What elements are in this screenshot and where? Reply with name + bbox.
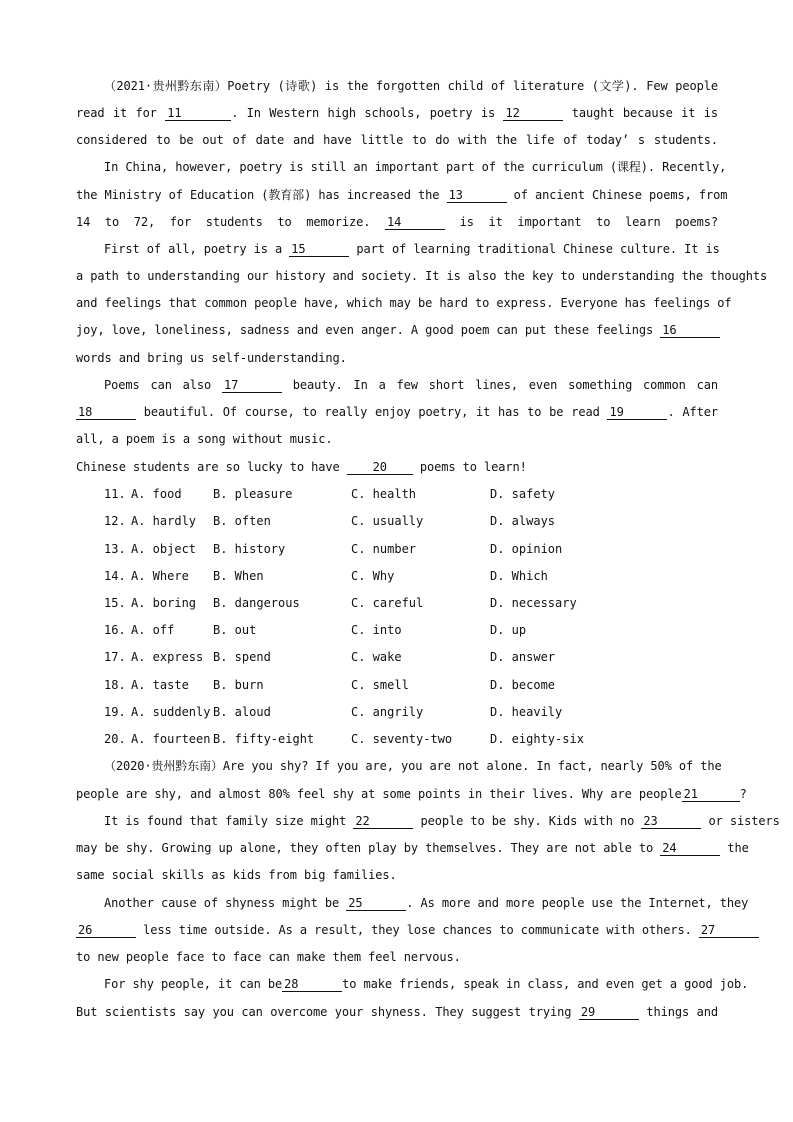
answer-blank[interactable]: 19 bbox=[607, 405, 667, 420]
option-d[interactable]: D. opinion bbox=[490, 542, 563, 556]
option-a[interactable]: A. off bbox=[131, 623, 175, 637]
text-run: to new people face to face can make them feel nervous. bbox=[76, 950, 461, 964]
answer-blank[interactable]: 13 bbox=[447, 188, 507, 203]
option-c[interactable]: C. careful bbox=[351, 596, 424, 610]
option-c[interactable]: C. wake bbox=[351, 650, 402, 664]
answer-blank[interactable]: 11 bbox=[165, 106, 231, 121]
option-a[interactable]: A. taste bbox=[131, 678, 189, 692]
passage-1-line bbox=[104, 377, 718, 393]
option-a[interactable]: A. hardly bbox=[131, 514, 197, 528]
answer-blank[interactable]: 16 bbox=[660, 323, 720, 338]
option-c[interactable]: C. smell bbox=[351, 678, 409, 692]
question-number: 14. bbox=[104, 569, 126, 583]
option-a[interactable]: A. fourteen bbox=[131, 732, 211, 746]
text-run: 14 to 72, for students to memorize. bbox=[76, 215, 385, 229]
text-run: Poems can also bbox=[104, 378, 222, 392]
text-run: read it for bbox=[76, 106, 166, 120]
answer-blank[interactable]: 24 bbox=[660, 841, 720, 856]
answer-blank[interactable]: 21 bbox=[682, 787, 740, 802]
text-run: less time outside. As a result, they lose chances to communicate with others. bbox=[136, 923, 699, 937]
text-run: joy, love, loneliness, sadness and even anger. A good poem can put these feelings bbox=[76, 323, 661, 337]
option-b[interactable]: B. aloud bbox=[213, 705, 271, 719]
option-d[interactable]: D. Which bbox=[490, 569, 548, 583]
option-d[interactable]: D. become bbox=[490, 678, 556, 692]
text-run: taught because it is bbox=[563, 106, 718, 120]
option-d[interactable]: D. necessary bbox=[490, 596, 577, 610]
option-c[interactable]: C. seventy-two bbox=[351, 732, 453, 746]
text-run: is it important to learn poems? bbox=[445, 215, 718, 229]
answer-blank[interactable]: 22 bbox=[353, 814, 413, 829]
question-number: 16. bbox=[104, 623, 126, 637]
question-number: 18. bbox=[104, 678, 126, 692]
text-run: to make friends, speak in class, and even get a good job. bbox=[342, 977, 749, 991]
answer-blank[interactable]: 18 bbox=[76, 405, 136, 420]
option-a[interactable]: A. express bbox=[131, 650, 204, 664]
text-run: ? bbox=[739, 787, 747, 801]
passage-2-line bbox=[76, 949, 718, 965]
passage-1-line bbox=[76, 105, 718, 121]
answer-blank[interactable]: 27 bbox=[699, 923, 759, 938]
question-number: 17. bbox=[104, 650, 126, 664]
text-run: In China, however, poetry is still an important part of the curriculum (课程). Recently, bbox=[104, 160, 727, 174]
answer-blank[interactable]: 15 bbox=[289, 242, 349, 257]
option-d[interactable]: D. heavily bbox=[490, 705, 563, 719]
option-c[interactable]: C. angrily bbox=[351, 705, 424, 719]
answer-blank[interactable]: 17 bbox=[222, 378, 282, 393]
text-run: part of learning traditional Chinese culture. It is bbox=[349, 242, 720, 256]
passage-1-line bbox=[104, 78, 718, 94]
option-b[interactable]: B. dangerous bbox=[213, 596, 300, 610]
text-run: the bbox=[720, 841, 749, 855]
text-run: Chinese students are so lucky to have bbox=[76, 460, 347, 474]
text-run: same social skills as kids from big families. bbox=[76, 868, 397, 882]
passage-2-line bbox=[104, 976, 749, 992]
option-a[interactable]: A. food bbox=[131, 487, 182, 501]
question-number: 15. bbox=[104, 596, 126, 610]
text-run: First of all, poetry is a bbox=[104, 242, 290, 256]
text-run: all, a poem is a song without music. bbox=[76, 432, 333, 446]
text-run: beautiful. Of course, to really enjoy poetry, it has to be read bbox=[136, 405, 608, 419]
passage-2-line bbox=[76, 867, 718, 883]
option-a[interactable]: A. boring bbox=[131, 596, 197, 610]
passage-1-line bbox=[76, 132, 718, 148]
text-run: . After bbox=[667, 405, 719, 419]
passage-1-line bbox=[104, 159, 727, 175]
passage-2-line bbox=[104, 758, 722, 774]
answer-blank[interactable]: 26 bbox=[76, 923, 136, 938]
question-number: 13. bbox=[104, 542, 126, 556]
option-d[interactable]: D. safety bbox=[490, 487, 556, 501]
answer-blank[interactable]: 12 bbox=[503, 106, 563, 121]
option-a[interactable]: A. Where bbox=[131, 569, 189, 583]
text-run: For shy people, it can be bbox=[104, 977, 283, 991]
passage-1-line bbox=[76, 295, 732, 311]
option-c[interactable]: C. health bbox=[351, 487, 417, 501]
option-d[interactable]: D. eighty-six bbox=[490, 732, 584, 746]
text-run: Another cause of shyness might be bbox=[104, 896, 347, 910]
text-run: or sisters bbox=[701, 814, 780, 828]
option-a[interactable]: A. object bbox=[131, 542, 197, 556]
option-d[interactable]: D. up bbox=[490, 623, 527, 637]
answer-blank[interactable]: 28 bbox=[282, 977, 342, 992]
option-b[interactable]: B. fifty-eight bbox=[213, 732, 315, 746]
passage-1-line bbox=[76, 459, 718, 475]
option-b[interactable]: B. often bbox=[213, 514, 271, 528]
option-b[interactable]: B. pleasure bbox=[213, 487, 293, 501]
answer-blank[interactable]: 20 bbox=[347, 460, 413, 475]
option-c[interactable]: C. number bbox=[351, 542, 417, 556]
text-run: （2021·贵州黔东南）Poetry (诗歌) is the forgotten child of literature (文学). Few people bbox=[104, 79, 718, 93]
passage-2-line bbox=[76, 1004, 718, 1020]
passage-1-line bbox=[76, 350, 718, 366]
passage-2-line bbox=[76, 840, 749, 856]
text-run: . In Western high schools, poetry is bbox=[231, 106, 504, 120]
option-b[interactable]: B. When bbox=[213, 569, 264, 583]
text-run: the Ministry of Education (教育部) has increased the bbox=[76, 188, 447, 202]
text-run: beauty. In a few short lines, even something common can bbox=[281, 378, 718, 392]
question-number: 20. bbox=[104, 732, 126, 746]
question-number: 12. bbox=[104, 514, 126, 528]
text-run: But scientists say you can overcome your shyness. They suggest trying bbox=[76, 1005, 579, 1019]
passage-2-line bbox=[76, 922, 718, 938]
option-b[interactable]: B. history bbox=[213, 542, 286, 556]
text-run: poems to learn! bbox=[412, 460, 527, 474]
answer-blank[interactable]: 25 bbox=[346, 896, 406, 911]
text-run: It is found that family size might bbox=[104, 814, 354, 828]
passage-1-line bbox=[76, 187, 728, 203]
text-run: a path to understanding our history and society. It is also the key to understanding the thoughts bbox=[76, 269, 768, 283]
text-run: words and bring us self-understanding. bbox=[76, 351, 347, 365]
text-run: . As more and more people use the Internet, they bbox=[406, 896, 749, 910]
option-a[interactable]: A. suddenly bbox=[131, 705, 211, 719]
text-run: things and bbox=[638, 1005, 718, 1019]
option-d[interactable]: D. always bbox=[490, 514, 556, 528]
text-run: people are shy, and almost 80% feel shy at some points in their lives. Why are people bbox=[76, 787, 682, 801]
option-c[interactable]: C. usually bbox=[351, 514, 424, 528]
passage-2-line bbox=[76, 786, 747, 802]
text-run: people to be shy. Kids with no bbox=[413, 814, 642, 828]
answer-blank[interactable]: 29 bbox=[579, 1005, 639, 1020]
option-c[interactable]: C. Why bbox=[351, 569, 395, 583]
passage-1-line bbox=[76, 268, 768, 284]
text-run: may be shy. Growing up alone, they often play by themselves. They are not able to bbox=[76, 841, 661, 855]
text-run: and feelings that common people have, which may be hard to express. Everyone has feelings of bbox=[76, 296, 732, 310]
answer-blank[interactable]: 23 bbox=[641, 814, 701, 829]
question-number: 11. bbox=[104, 487, 126, 501]
passage-2-line bbox=[104, 895, 749, 911]
option-d[interactable]: D. answer bbox=[490, 650, 556, 664]
option-b[interactable]: B. burn bbox=[213, 678, 264, 692]
passage-1-line bbox=[76, 214, 718, 230]
text-run: （2020·贵州黔东南）Are you shy? If you are, you are not alone. In fact, nearly 50% of the bbox=[104, 759, 722, 773]
question-number: 19. bbox=[104, 705, 126, 719]
option-b[interactable]: B. spend bbox=[213, 650, 271, 664]
passage-1-line bbox=[76, 431, 718, 447]
text-run: of ancient Chinese poems, from bbox=[506, 188, 728, 202]
passage-1-line bbox=[76, 322, 718, 338]
passage-1-line bbox=[76, 404, 718, 420]
option-b[interactable]: B. out bbox=[213, 623, 257, 637]
text-run: considered to be out of date and have little to do with the life of today’ s students. bbox=[76, 133, 718, 147]
passage-1-line bbox=[104, 241, 718, 257]
passage-2-line bbox=[104, 813, 780, 829]
option-c[interactable]: C. into bbox=[351, 623, 402, 637]
answer-blank[interactable]: 14 bbox=[385, 215, 445, 230]
